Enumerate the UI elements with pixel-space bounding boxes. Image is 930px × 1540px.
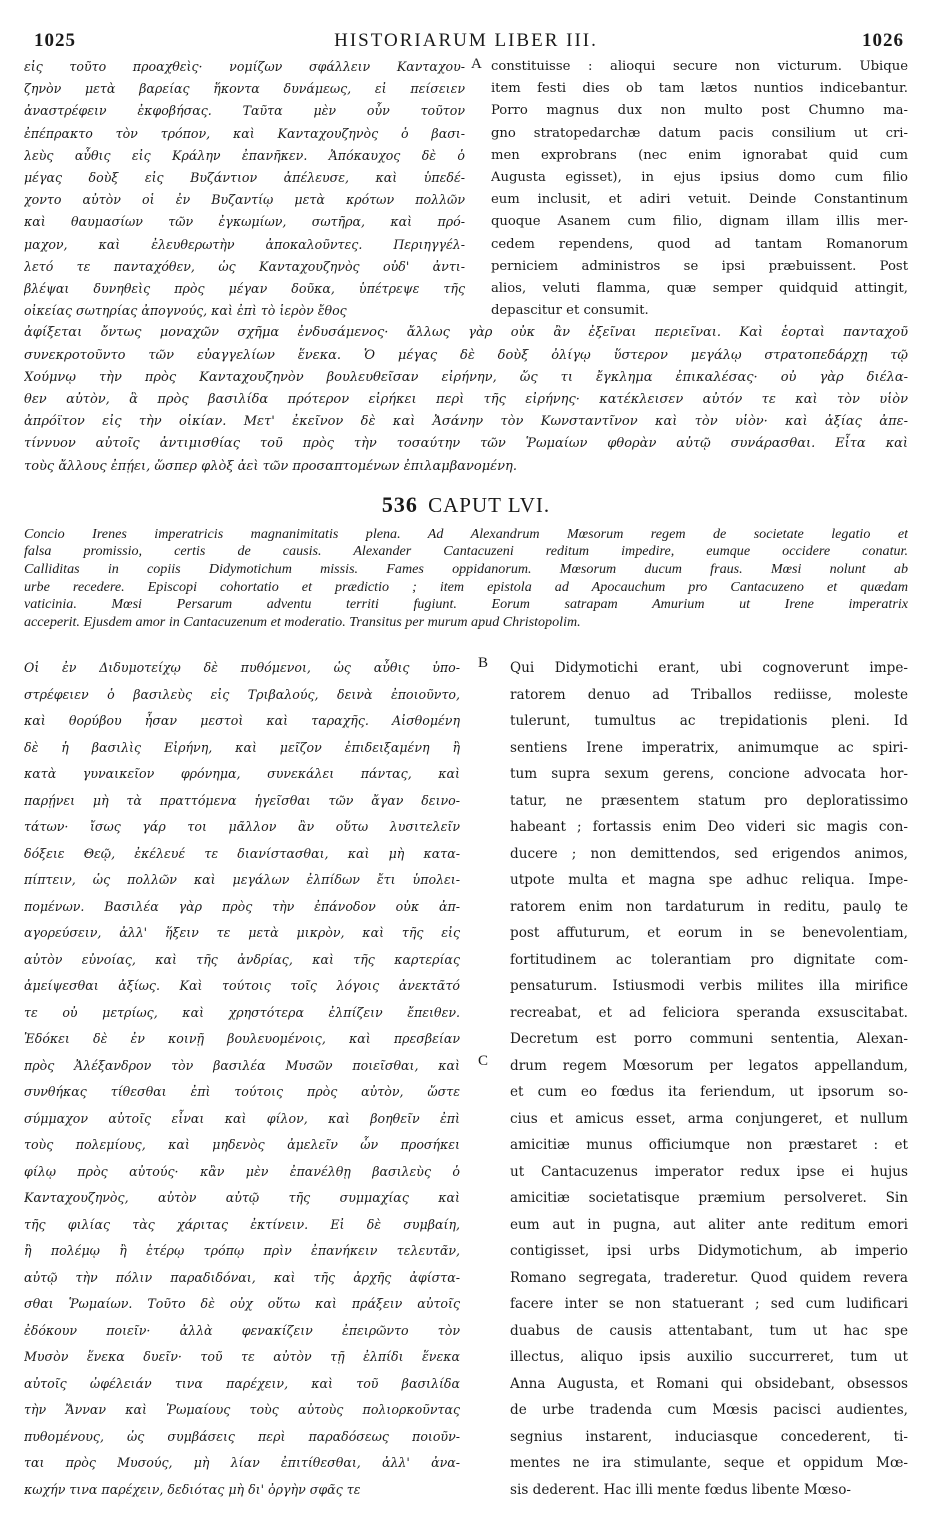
- greek-line: ἀναστρέφειν ἐκφοβήσας. Ταῦτα μὲν οὖν τοῦτον: [24, 103, 465, 119]
- greek-line: χοντο αὐτὸν οἱ ἐν Βυζαντίῳ μετὰ κρότων πολλῶν: [24, 192, 465, 208]
- greek-line: καὶ θαυμασίων τῶν ἐγκωμίων, σωτῆρα, καὶ πρό-: [24, 214, 465, 230]
- latin-line: habeant ; fortassis enim Deo videri sic magis con-: [510, 819, 908, 836]
- margin-letter-c: C: [478, 1053, 489, 1070]
- latin-line: quoque Asanem cum filio, dignam illam illis mer-: [490, 214, 908, 230]
- greek-full-line: τοὺς ἄλλους ἐπῄει, ὥσπερ φλὸξ ἀεὶ τῶν προσαπτομένων ἐπιλαμβανομένη.: [24, 458, 517, 474]
- greek-line: συνθήκας τίθεσθαι ἐπὶ τούτοις πρὸς αὐτὸν, ὥστε: [24, 1084, 460, 1100]
- greek-full-line: τίννυον αὐτοῖς ἀντιμισθίας τοῦ πρὸς τὴν τοσαύτην τῶν Ῥωμαίων φθορὰν αὐτῷ συνάρασθαι. Εἶτα καὶ: [24, 436, 908, 452]
- greek-line: ἀμείψεσθαι ἀξίως. Καὶ τούτοις τοῖς λόγοις ἀνεκτᾶτό: [24, 978, 460, 994]
- greek-line: πυθομένους, ὡς συμβάσεις περὶ παραδόσεως ποιοῦν-: [24, 1428, 460, 1444]
- margin-letter-a: A: [471, 56, 482, 72]
- latin-line: cedem rependens, quod ad tantam Romanorum: [490, 236, 908, 252]
- summary-line: urbe recedere. Episcopi cohortatio et prædictio ; item epistola ad Apocauchum pro Cantacuzeno et quædam: [24, 578, 908, 595]
- greek-line: παρῄνει μὴ τὰ πραττόμενα ἡγεῖσθαι τῶν ἄγαν δεινο-: [24, 792, 460, 808]
- greek-full-line: συνεκροτοῦντο τῶν εὐαγγελίων ἕνεκα. Ὁ μέγας δὲ δοὺξ ὀλίγῳ ὕστερον μεγάλῳ στρατοπεδάρχῃ τῷ: [24, 347, 908, 363]
- greek-line: φίλῳ πρὸς αὐτούς· κἂν μὲν ἐπανέλθῃ βασιλεὺς ὁ: [24, 1163, 460, 1179]
- summary-line: falsa promissio, certis de causis. Alexander Cantacuzeni reditum impedire, eumque occidere conatur.: [24, 543, 908, 560]
- latin-line: duabus de causis attentabant, tum ut hac spe: [510, 1322, 908, 1339]
- greek-line: Οἱ ἐν Διδυμοτείχῳ δὲ πυθόμενοι, ὡς αὖθις ὑπο-: [24, 660, 460, 676]
- greek-line: τὴν Ἄνναν καὶ Ῥωμαίους τοὺς αὐτοὺς πολιορκοῦντας: [24, 1402, 460, 1418]
- chapter-summary: [24, 526, 908, 632]
- latin-line: de urbe tradenda cum Mœsis pacisci audientes,: [510, 1402, 908, 1419]
- greek-column-main: [24, 655, 460, 1503]
- latin-line: tulerunt, tumultus ac trepidationis pleni. Id: [510, 713, 908, 730]
- latin-column-main: [510, 655, 908, 1503]
- greek-line: πρὸς Ἀλέξανδρον τὸν βασιλέα Μυσῶν ποιεῖσθαι, καὶ: [24, 1057, 460, 1073]
- greek-line: ἢ πολέμῳ ἢ ἑτέρῳ τρόπῳ πρὶν ἐπανήκειν τελευτᾶν,: [24, 1243, 460, 1259]
- chapter-title: CAPUT LVI.: [428, 492, 551, 517]
- chapter-heading: [24, 492, 908, 518]
- greek-line: στρέφειεν ὁ βασιλεὺς εἰς Τριβαλούς, δεινὰ ἐποιοῦντο,: [24, 686, 460, 702]
- greek-line: ται πρὸς Μυσούς, μὴ λίαν ἐπιτίθεσθαι, ἀλλ' ἀνα-: [24, 1455, 460, 1471]
- latin-line: utpote multa et magna spe adhuc reliqua. Impe-: [510, 872, 908, 889]
- greek-line: αὐτοῖς ὠφέλειάν τινα παρέχειν, καὶ τοῦ βασιλίδα: [24, 1375, 460, 1391]
- margin-letter-b: B: [478, 655, 489, 672]
- greek-line: οἰκείας σωτηρίας ἀπογνούς, καὶ ἐπὶ τὸ ἱερὸν ἔθος: [24, 303, 347, 319]
- greek-full-width-text: [24, 322, 908, 477]
- greek-line: λεὺς αὖθις εἰς Κράλην ἐπανῆκεν. Ἀπόκαυχος δὲ ὁ: [24, 147, 465, 163]
- greek-column-top: [24, 56, 465, 322]
- summary-line: acceperit. Ejusdem amor in Cantacuzenum et moderatio. Transitus per murum apud Christopolim.: [24, 613, 581, 630]
- greek-line: αὐτὸν εὐνοίας, καὶ τῆς ἀνδρίας, καὶ τῆς καρτερίας: [24, 951, 460, 967]
- greek-line: τῆς φιλίας τὰς χάριτας ἐκτίνειν. Εἰ δὲ συμβαίη,: [24, 1216, 460, 1232]
- latin-line: sis dederent. Hac illi mente fœdus libente Mœso-: [510, 1481, 852, 1498]
- summary-line: Calliditas in copiis Didymotichum missis. Fames oppidanorum. Mœsorum ducum fraus. Mœsi nolunt ab: [24, 561, 908, 578]
- latin-line: gno stratopedarchæ datum pacis consilium ut cri-: [490, 125, 908, 141]
- greek-line: δὲ ἡ βασιλὶς Εἰρήνη, καὶ μεῖζον ἐπιδειξαμένη ἢ: [24, 739, 460, 755]
- latin-line: depascitur et consumit.: [490, 303, 649, 319]
- latin-line: Qui Didymotichi erant, ubi cognoverunt impe-: [510, 660, 908, 677]
- greek-line: Μυσὸν ἕνεκα δυεῖν· τοῦ τε αὐτὸν τῇ ἐλπίδι ἕνεκα: [24, 1349, 460, 1365]
- page-number-right: 1026: [862, 30, 904, 51]
- latin-line: amicitiæ societatisque præmium persolveret. Sin: [510, 1190, 908, 1207]
- latin-line: fortitudinem ac tolerantiam pro dignitate com-: [510, 951, 908, 968]
- greek-line: τε οὐ μετρίως, καὶ χρηστότερα ἐλπίζειν ἔπειθεν.: [24, 1004, 460, 1020]
- summary-line: vaticinia. Mœsi Persarum adventu territi fugiunt. Eorum satrapam Amurium ut Irene imperatrix: [24, 596, 908, 613]
- greek-line: Κανταχουζηνὸς, αὐτὸν αὐτῷ τῆς συμμαχίας καὶ: [24, 1190, 460, 1206]
- latin-line: alios, veluti flamma, quæ semper quidquid attingit,: [490, 281, 908, 297]
- latin-line: ratorem denuo ad Triballos rediisse, moleste: [510, 686, 908, 703]
- latin-line: eum inclusit, et adiri vetuit. Deinde Constantinum: [490, 192, 908, 208]
- running-title: HISTORIARUM LIBER III.: [334, 30, 598, 51]
- greek-line: ἐπέπρακτο τὸν τρόπον, καὶ Κανταχουζηνὸς ὁ βασι-: [24, 125, 465, 141]
- latin-line: item festi dies ob tam lætos nuntios indicebantur.: [490, 81, 908, 97]
- greek-line: σύμμαχον αὐτοῖς εἶναι καὶ φίλον, καὶ βοηθεῖν ἐπὶ: [24, 1110, 460, 1126]
- latin-line: ut Cantacuzenus imperator redux ipse ei hujus: [510, 1163, 908, 1180]
- page-header: [24, 30, 908, 56]
- latin-line: pensaturum. Istiusmodi verbis milites illa mirifice: [510, 978, 908, 995]
- summary-line: Concio Irenes imperatricis magnanimitatis plena. Ad Alexandrum Mœsorum regem de societate legatio et: [24, 525, 908, 542]
- greek-line: αὐτῷ τὴν πόλιν παραδιδόναι, καὶ τῆς ἀρχῆς ἀφίστα-: [24, 1269, 460, 1285]
- greek-full-line: Χούμνῳ τὴν πρὸς Κανταχουζηνὸν βουλευθεῖσαν εἰρήνην, ὥς τι ἔγκλημα ἐπικαλέσας· οὐ γὰρ διέλα-: [24, 369, 908, 385]
- latin-line: Decretum est porro communi sententia, Alexan-: [510, 1031, 908, 1048]
- latin-line: perniciem administros se ipsi præbuissent. Post: [490, 258, 908, 274]
- latin-line: post affuturum, et eorum in se benevolentiam,: [510, 925, 908, 942]
- greek-line: μαχον, καὶ ἐλευθερωτὴν ἀποκαλοῦντες. Περιηγγέλ-: [24, 236, 465, 252]
- greek-line: Ἐδόκει δὲ ἐν κοινῇ βουλευομένοις, καὶ πρεσβείαν: [24, 1031, 460, 1047]
- chapter-page-number: 536: [381, 491, 418, 517]
- latin-line: cius et amicus esset, arma conjungeret, et nullum: [510, 1110, 908, 1127]
- greek-line: σθαι Ῥωμαίων. Τοῦτο δὲ οὐχ οὕτω καὶ πράξειν αὐτοῖς: [24, 1296, 460, 1312]
- greek-full-line: θεν αὐτὸν, ἃ πρὸς βασιλίδα πρότερον εἰρήκει περὶ τῆς εἰρήνης· κατέκλεισεν αὐτόν τε καὶ τὸν υἱὸν: [24, 392, 908, 408]
- latin-line: ratorem enim non tardaturum in reditu, paulo̧ te: [510, 898, 908, 915]
- greek-line: κωχήν τινα παρέχειν, δεδιότας μὴ δι' ὀργὴν σφᾶς τε: [24, 1481, 361, 1497]
- greek-line: τάτων· ἴσως γάρ τοι μᾶλλον ἂν οὕτω λυσιτελεῖν: [24, 819, 460, 835]
- latin-line: contigisset, ipsi urbs Didymotichum, ab imperio: [510, 1243, 908, 1260]
- latin-line: tum supra sexum gerens, concione advocata hor-: [510, 766, 908, 783]
- greek-line: μέγας δοὺξ εἰς Βυζάντιον ἀπέλευσε, καὶ ὑπεδέ-: [24, 170, 465, 186]
- latin-line: constituisse : alioqui secure non victurum. Ubique: [490, 59, 908, 74]
- latin-line: men exprobrans (nec enim ignorabat quid cum: [490, 147, 908, 163]
- latin-line: et cum eo fœdus ita feriendum, ut ipsorum so-: [510, 1084, 908, 1101]
- latin-line: Augusta egisset), in ejus ipsius domo cum filio: [490, 170, 908, 186]
- latin-line: amicitiæ munus officiumque non præstaret : et: [510, 1137, 908, 1154]
- latin-column-top: [491, 56, 908, 322]
- latin-line: eum aut in pugna, aut aliter ante reditum emori: [510, 1216, 908, 1233]
- greek-full-line: ἀπρόϊτον εἰς τὴν οἰκίαν. Μετ' ἐκεῖνον δὲ καὶ Ἀσάνην τὸν Κωνσταντῖνον καὶ τὸν υἱὸν· καὶ ἀξίας ἀπε-: [24, 414, 908, 430]
- greek-line: βλέψαι δυνηθεὶς πρὸς μέγαν δοῦκα, ὑπέτρεψε τῆς: [24, 281, 465, 297]
- latin-line: segnius instarent, induciasque concederent, ti-: [510, 1428, 908, 1445]
- greek-line: ζηνὸν μετὰ βαρείας ἥκοντα δυνάμεως, εἰ πείσειεν: [24, 81, 465, 97]
- latin-line: sentiens Irene imperatrix, animumque ac spiri-: [510, 739, 908, 756]
- page-number-left: 1025: [34, 30, 76, 51]
- latin-line: illectus, aliquo ipsis auxilio succurreret, tum ut: [510, 1349, 908, 1366]
- latin-line: tatur, ne præsentem statum pro deploratissimo: [510, 792, 908, 809]
- latin-line: Romano segregata, traderetur. Quod quidem revera: [510, 1269, 908, 1286]
- greek-line: αγορεύσειν, ἀλλ' ἥξειν τε μετὰ μικρὸν, καὶ τῆς εἰς: [24, 925, 460, 941]
- latin-line: mentes ne ira stimulante, seque et oppidum Mœ-: [510, 1455, 908, 1472]
- latin-line: facere inter se non statuerant ; sed cum ludificari: [510, 1296, 908, 1313]
- margin-column-main: [472, 655, 498, 1503]
- greek-line: ἐδόκουν ποιεῖν· ἀλλὰ φενακίζειν ἐπειρῶντο τὸν: [24, 1322, 460, 1338]
- greek-line: κατὰ γυναικεῖον φρόνημα, συνεκάλει πάντας, καὶ: [24, 766, 460, 782]
- greek-full-line: ἀφίξεται ὄντως μοναχῶν σχῆμα ἐνδυσάμενος· ἄλλως γὰρ οὐκ ἂν ἐξεῖναι περιεῖναι. Καὶ ἑορταὶ πανταχοῦ: [24, 325, 908, 341]
- greek-line: λετό τε πανταχόθεν, ὡς Κανταχουζηνὸς οὐδ' ἀντι-: [24, 258, 465, 274]
- greek-line: δόξειε Θεῷ, ἐκέλευέ τε διανίστασθαι, καὶ μὴ κατα-: [24, 845, 460, 861]
- greek-line: καὶ θορύβου ἦσαν μεστοὶ καὶ ταραχῆς. Αἰσθομένη: [24, 713, 460, 729]
- latin-line: ducere ; non demittendos, sed erigendos animos,: [510, 845, 908, 862]
- latin-line: drum regem Mœsorum per legatos appellandum,: [510, 1057, 908, 1074]
- greek-line: πίπτειν, ὡς πολλῶν καὶ μεγάλων ἐλπίδων ἔτι ὑπολει-: [24, 872, 460, 888]
- greek-line: εἰς τοῦτο προαχθεὶς· νομίζων σφάλλειν Κανταχου-: [24, 59, 465, 74]
- greek-line: πομένων. Βασιλέα γὰρ πρὸς τὴν ἐπάνοδον οὐκ ἀπ-: [24, 898, 460, 914]
- main-section: [24, 655, 908, 1503]
- latin-line: Porro magnus dux non multo post Chumno ma-: [490, 103, 908, 119]
- latin-line: Anna Augusta, et Romani qui obsidebant, obsessos: [510, 1375, 908, 1392]
- greek-line: τοὺς πολεμίους, καὶ μηδενὸς ἀμελεῖν ὧν προσήκει: [24, 1137, 460, 1153]
- margin-column-top: [465, 56, 491, 322]
- latin-line: recreabat, et ad feliciora speranda exsuscitabat.: [510, 1004, 908, 1021]
- top-section: [24, 56, 908, 322]
